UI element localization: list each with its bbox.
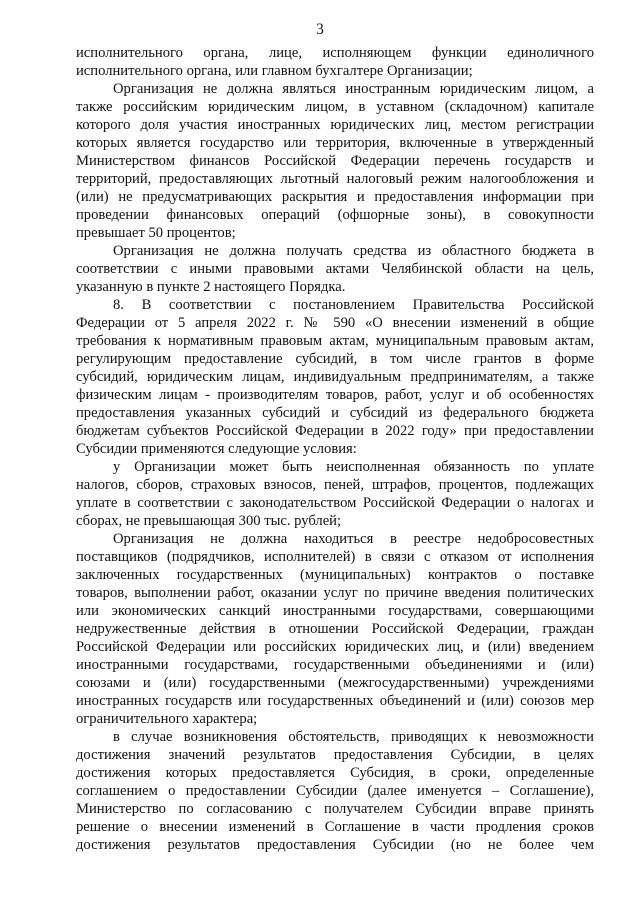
paragraph	[76, 728, 594, 854]
text-line: достижения которых предоставляется Субсидия, в сроки, определенные	[76, 765, 594, 781]
text-line: соглашением о предоставлении Субсидии (далее именуется – Соглашение),	[76, 783, 594, 799]
text-line: указанную в пункте 2 настоящего Порядка.	[76, 279, 346, 295]
text-line: ограничительного характера;	[76, 711, 258, 727]
text-line: территорий, предоставляющих льготный налоговый режим налогообложения и	[76, 171, 594, 187]
text-line: иностранных государств или государственных объединений и (или) союзов мер	[76, 693, 594, 709]
text-line: достижения результатов предоставления Субсидии (но не более чем	[76, 837, 594, 853]
text-line: сборах, не превышающая 300 тыс. рублей;	[76, 513, 342, 529]
text-line: Российской Федерации или российских юридических лиц, и (или) введением	[76, 639, 594, 655]
document-body	[76, 44, 594, 854]
text-line: субсидий, юридическим лицам, индивидуальным предпринимателям, а также	[76, 369, 594, 385]
text-line: Министерством финансов Российской Федерации перечень государств и	[76, 153, 594, 169]
paragraph	[76, 44, 594, 80]
text-line: соответствии с иными правовыми актами Челябинской области на цель,	[76, 261, 594, 277]
text-line: налогов, сборов, страховых взносов, пеней, штрафов, процентов, подлежащих	[76, 477, 594, 493]
text-line: предоставления указанных субсидий и субсидий из федерального бюджета	[76, 405, 594, 421]
text-line: иностранными государствами, государственными объединениями и (или)	[76, 657, 594, 673]
page-number: 3	[316, 21, 324, 38]
text-line: Федерации от 5 апреля 2022 г. № 590 «О внесении изменений в общие	[76, 315, 594, 331]
text-line: (или) не предусматривающих раскрытия и предоставления информации при	[76, 189, 594, 205]
text-line: уплате в соответствии с законодательством Российской Федерации о налогах и	[76, 495, 594, 511]
text-line: исполнительного органа, лице, исполняющем функции единоличного	[76, 45, 594, 61]
text-line: союзами и (или) государственными (межгосударственными) учреждениями	[76, 675, 594, 691]
text-line: 8. В соответствии с постановлением Правительства Российской	[113, 297, 594, 313]
text-line: поставщиков (подрядчиков, исполнителей) в связи с отказом от исполнения	[76, 549, 594, 565]
text-line: товаров, выполнении работ, оказании услуг по причине введения политических	[76, 585, 594, 601]
paragraph	[76, 80, 594, 242]
paragraph	[76, 458, 594, 530]
text-line: или экономических санкций иностранными государствами, совершающими	[76, 603, 594, 619]
text-line: также российским юридическим лицом, в уставном (складочном) капитале	[76, 99, 594, 115]
text-line: Министерство по согласованию с получателем Субсидии вправе принять	[76, 801, 594, 817]
text-line: бюджетам субъектов Российской Федерации в 2022 году» при предоставлении	[76, 423, 594, 439]
paragraph	[76, 530, 594, 728]
text-line: физическим лицам - производителям товаров, работ, услуг и об особенностях	[76, 387, 594, 403]
text-line: которых является государство или территория, включенные в утвержденный	[76, 135, 594, 151]
text-line: регулирующим предоставление субсидий, в том числе грантов в форме	[76, 351, 594, 367]
text-line: недружественные действия в отношении Российской Федерации, граждан	[76, 621, 594, 637]
text-line: Субсидии применяются следующие условия:	[76, 441, 357, 457]
text-line: Организация не должна получать средства из областного бюджета в	[113, 243, 594, 259]
text-line: требования к нормативным правовым актам, муниципальным правовым актам,	[76, 333, 594, 349]
text-line: решение о внесении изменений в Соглашение в части продления сроков	[76, 819, 594, 835]
text-line: превышает 50 процентов;	[76, 225, 236, 241]
text-line: которого доля участия иностранных юридических лиц, местом регистрации	[76, 117, 594, 133]
paragraph	[76, 242, 594, 296]
text-line: проведении финансовых операций (офшорные зоны), в совокупности	[76, 207, 594, 223]
text-line: у Организации может быть неисполненная обязанность по уплате	[113, 459, 594, 475]
text-line: заключенных государственных (муниципальных) контрактов о поставке	[76, 567, 594, 583]
text-line: Организация не должна являться иностранным юридическим лицом, а	[113, 81, 594, 97]
text-line: исполнительного органа, или главном бухгалтере Организации;	[76, 63, 473, 79]
text-line: в случае возникновения обстоятельств, приводящих к невозможности	[113, 729, 594, 745]
paragraph	[76, 296, 594, 458]
text-line: Организация не должна находиться в реестре недобросовестных	[113, 531, 594, 547]
text-line: достижения значений результатов предоставления Субсидии, в целях	[76, 747, 594, 763]
